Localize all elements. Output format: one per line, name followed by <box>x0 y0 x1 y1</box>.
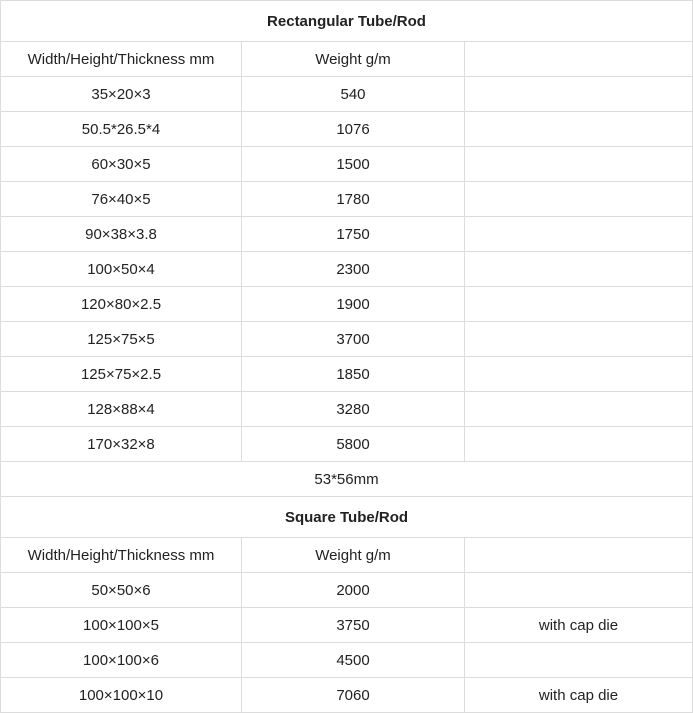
header-row-cell: Width/Height/Thickness mm <box>1 42 242 77</box>
section-title-rectangular-text: Rectangular Tube/Rod <box>1 1 693 42</box>
table-row-cell: 60×30×5 <box>1 147 242 182</box>
table-row <box>1 573 693 608</box>
table-row-cell: 128×88×4 <box>1 392 242 427</box>
table-row <box>1 217 693 252</box>
table-row <box>1 608 693 643</box>
table-row-cell: 1500 <box>242 147 465 182</box>
table-row-cell <box>465 573 693 608</box>
table-row-cell: 50.5*26.5*4 <box>1 112 242 147</box>
table-row-cell: 3280 <box>242 392 465 427</box>
note-row-text: 53*56mm <box>1 462 693 497</box>
table-row-cell: 3700 <box>242 322 465 357</box>
table-row-cell: 3750 <box>242 608 465 643</box>
table-row-cell: 125×75×5 <box>1 322 242 357</box>
table-row-cell: 2300 <box>242 252 465 287</box>
table-row-cell <box>465 252 693 287</box>
table-row <box>1 287 693 322</box>
table-row <box>1 112 693 147</box>
table-row-cell <box>465 287 693 322</box>
table-row-cell: 1850 <box>242 357 465 392</box>
header-row <box>1 42 693 77</box>
table-row-cell: 1780 <box>242 182 465 217</box>
header-row-cell: Weight g/m <box>242 42 465 77</box>
table-row-cell: 90×38×3.8 <box>1 217 242 252</box>
table-row-cell: 125×75×2.5 <box>1 357 242 392</box>
table-row-cell <box>465 112 693 147</box>
table-row-cell: 2000 <box>242 573 465 608</box>
table-row <box>1 182 693 217</box>
table-row <box>1 427 693 462</box>
table-row-cell <box>465 427 693 462</box>
table-row-cell <box>465 357 693 392</box>
table-row <box>1 643 693 678</box>
table-row <box>1 147 693 182</box>
table-row-cell: 100×100×5 <box>1 608 242 643</box>
table-row-cell: 50×50×6 <box>1 573 242 608</box>
table-row-cell: with cap die <box>465 678 693 713</box>
header-row-cell: Weight g/m <box>242 538 465 573</box>
table-row <box>1 357 693 392</box>
table-row-cell: 170×32×8 <box>1 427 242 462</box>
table-row-cell: 100×100×6 <box>1 643 242 678</box>
note-row <box>1 462 693 497</box>
table-row-cell: 100×50×4 <box>1 252 242 287</box>
section-title-square <box>1 497 693 538</box>
table-row-cell: 100×100×10 <box>1 678 242 713</box>
table-row <box>1 252 693 287</box>
table-row <box>1 392 693 427</box>
table-row-cell: 1750 <box>242 217 465 252</box>
table-row-cell <box>465 147 693 182</box>
table-row-cell: 1076 <box>242 112 465 147</box>
section-title-rectangular <box>1 1 693 42</box>
table-row-cell: 5800 <box>242 427 465 462</box>
table-row-cell <box>465 217 693 252</box>
table-row-cell <box>465 643 693 678</box>
table-row-cell: 540 <box>242 77 465 112</box>
table-row <box>1 77 693 112</box>
table-row-cell <box>465 322 693 357</box>
table-row-cell: 35×20×3 <box>1 77 242 112</box>
table-row-cell: 7060 <box>242 678 465 713</box>
header-row-cell <box>465 538 693 573</box>
header-row-cell <box>465 42 693 77</box>
table-row-cell <box>465 392 693 427</box>
table-row <box>1 678 693 713</box>
table-row <box>1 322 693 357</box>
section-title-square-text: Square Tube/Rod <box>1 497 693 538</box>
table-row-cell <box>465 77 693 112</box>
table-row-cell <box>465 182 693 217</box>
header-row-cell: Width/Height/Thickness mm <box>1 538 242 573</box>
table-row-cell: 120×80×2.5 <box>1 287 242 322</box>
spec-table-body <box>1 1 693 713</box>
table-row-cell: 1900 <box>242 287 465 322</box>
table-row-cell: 4500 <box>242 643 465 678</box>
table-row-cell: with cap die <box>465 608 693 643</box>
header-row <box>1 538 693 573</box>
table-row-cell: 76×40×5 <box>1 182 242 217</box>
